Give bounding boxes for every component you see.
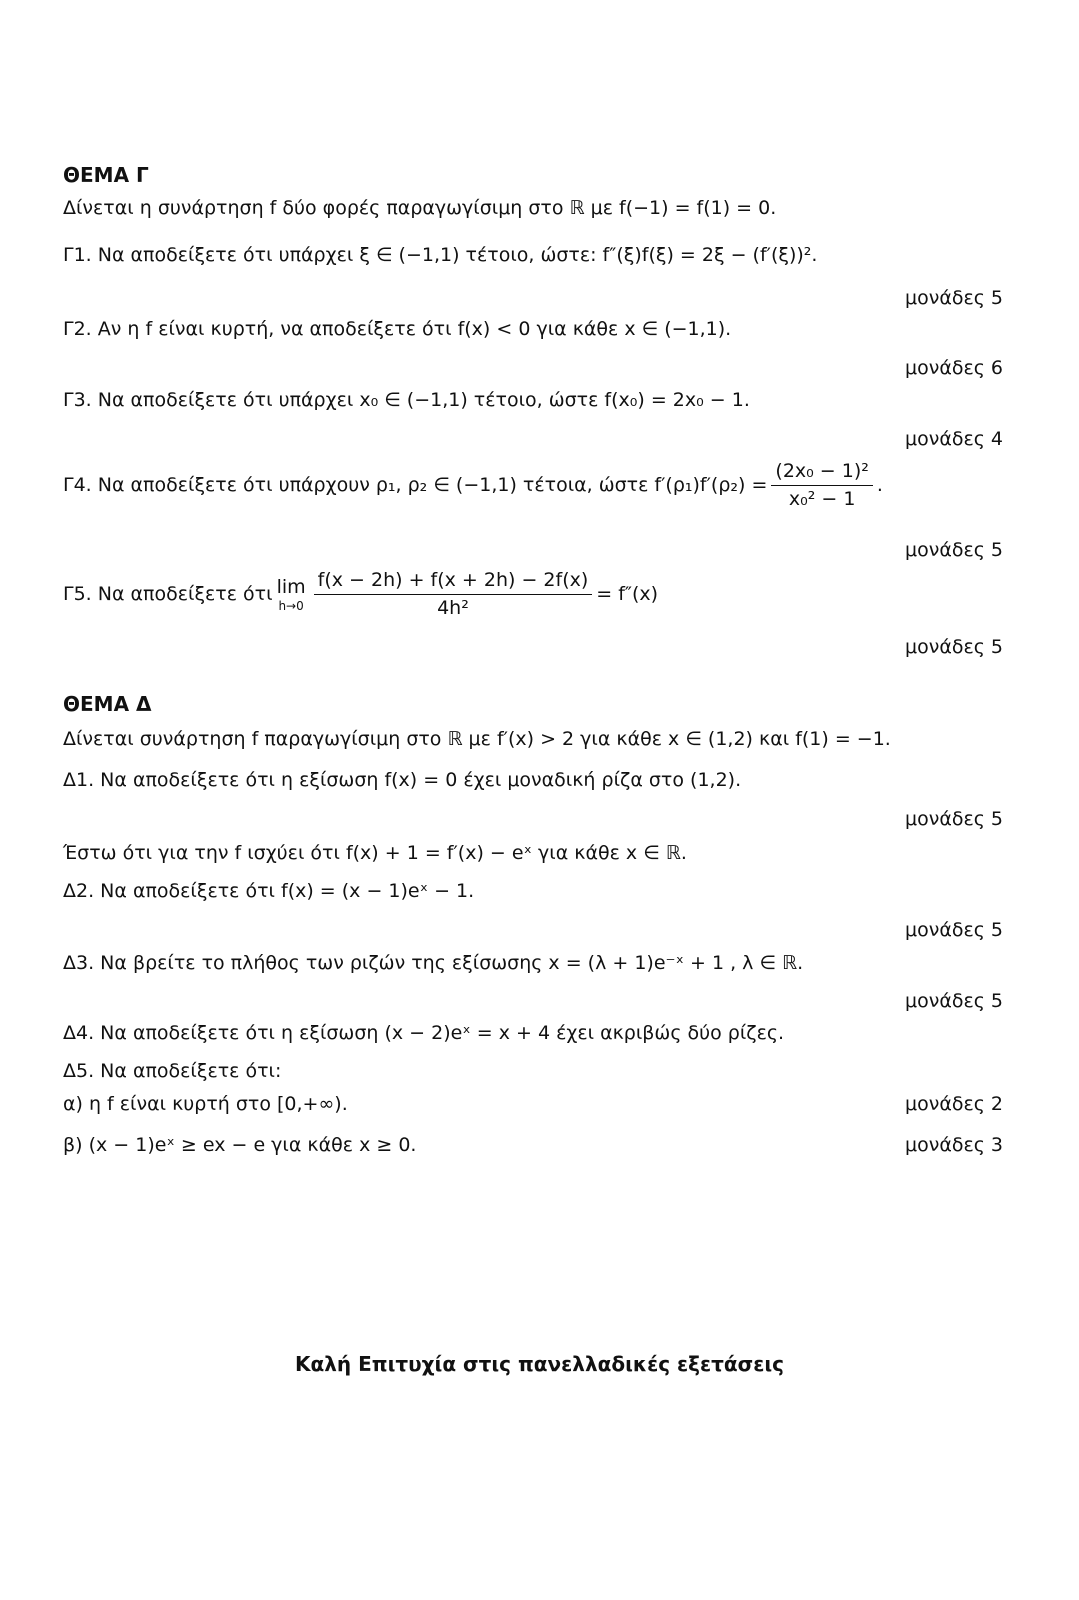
points-d5b: μονάδες 3 [905,1134,1004,1156]
points-g3: μονάδες 4 [905,428,1004,450]
points-d3: μονάδες 5 [905,990,1004,1012]
question-g5-lim-sub: h→0 [278,598,304,613]
question-g5-text: Γ5. Να αποδείξετε ότι [63,582,273,605]
question-g5-lim: lim [276,575,306,598]
question-d4: Δ4. Να αποδείξετε ότι η εξίσωση (x − 2)eˣ = x + 4 έχει ακριβώς δύο ρίζες. [63,1022,785,1044]
question-g5 [63,569,658,620]
question-g5-denominator: 4h² [437,596,469,619]
footer-wish: Καλή Επιτυχία στις πανελλαδικές εξετάσεις [295,1352,784,1376]
question-g4-denominator: x₀² − 1 [788,487,856,510]
question-g4-end: . [876,473,883,496]
points-d1: μονάδες 5 [905,808,1004,830]
points-d5a: μονάδες 2 [905,1093,1004,1115]
question-g5-fraction [314,569,593,620]
points-g2: μονάδες 6 [905,357,1004,379]
question-g4 [63,460,883,511]
theme-d-given: Έστω ότι για την f ισχύει ότι f(x) + 1 = f′(x) − eˣ για κάθε x ∈ ℝ. [63,842,687,864]
question-g5-limit [277,576,306,613]
theme-d-title: ΘΕΜΑ Δ [63,692,152,716]
theme-g-title: ΘΕΜΑ Γ [63,163,149,187]
question-g5-end: = f″(x) [596,582,659,605]
question-g3: Γ3. Να αποδείξετε ότι υπάρχει x₀ ∈ (−1,1) τέτοιο, ώστε f(x₀) = 2x₀ − 1. [63,389,750,411]
question-g4-fraction [771,460,872,511]
points-g1: μονάδες 5 [905,287,1004,309]
question-g1: Γ1. Να αποδείξετε ότι υπάρχει ξ ∈ (−1,1) τέτοιο, ώστε: f″(ξ)f(ξ) = 2ξ − (f′(ξ))². [63,244,818,266]
question-d5b: β) (x − 1)eˣ ≥ ex − e για κάθε x ≥ 0. [63,1134,417,1156]
question-g4-text: Γ4. Να αποδείξετε ότι υπάρχουν ρ₁, ρ₂ ∈ (−1,1) τέτοια, ώστε f′(ρ₁)f′(ρ₂) = [63,473,768,496]
theme-g-intro: Δίνεται η συνάρτηση f δύο φορές παραγωγίσιμη στο ℝ με f(−1) = f(1) = 0. [63,197,777,219]
question-d2: Δ2. Να αποδείξετε ότι f(x) = (x − 1)eˣ − 1. [63,880,475,902]
question-d5a: α) η f είναι κυρτή στο [0,+∞). [63,1093,348,1115]
question-d3: Δ3. Να βρείτε το πλήθος των ριζών της εξίσωσης x = (λ + 1)e⁻ˣ + 1 , λ ∈ ℝ. [63,952,804,974]
points-g5: μονάδες 5 [905,636,1004,658]
question-g4-numerator: (2x₀ − 1)² [771,460,872,486]
question-g2: Γ2. Αν η f είναι κυρτή, να αποδείξετε ότι f(x) < 0 για κάθε x ∈ (−1,1). [63,318,732,340]
question-g5-numerator: f(x − 2h) + f(x + 2h) − 2f(x) [314,569,593,595]
question-d1: Δ1. Να αποδείξετε ότι η εξίσωση f(x) = 0 έχει μοναδική ρίζα στο (1,2). [63,769,742,791]
points-d2: μονάδες 5 [905,919,1004,941]
question-d5: Δ5. Να αποδείξετε ότι: [63,1060,282,1082]
theme-d-intro: Δίνεται συνάρτηση f παραγωγίσιμη στο ℝ με f′(x) > 2 για κάθε x ∈ (1,2) και f(1) = −1. [63,728,891,750]
points-g4: μονάδες 5 [905,539,1004,561]
